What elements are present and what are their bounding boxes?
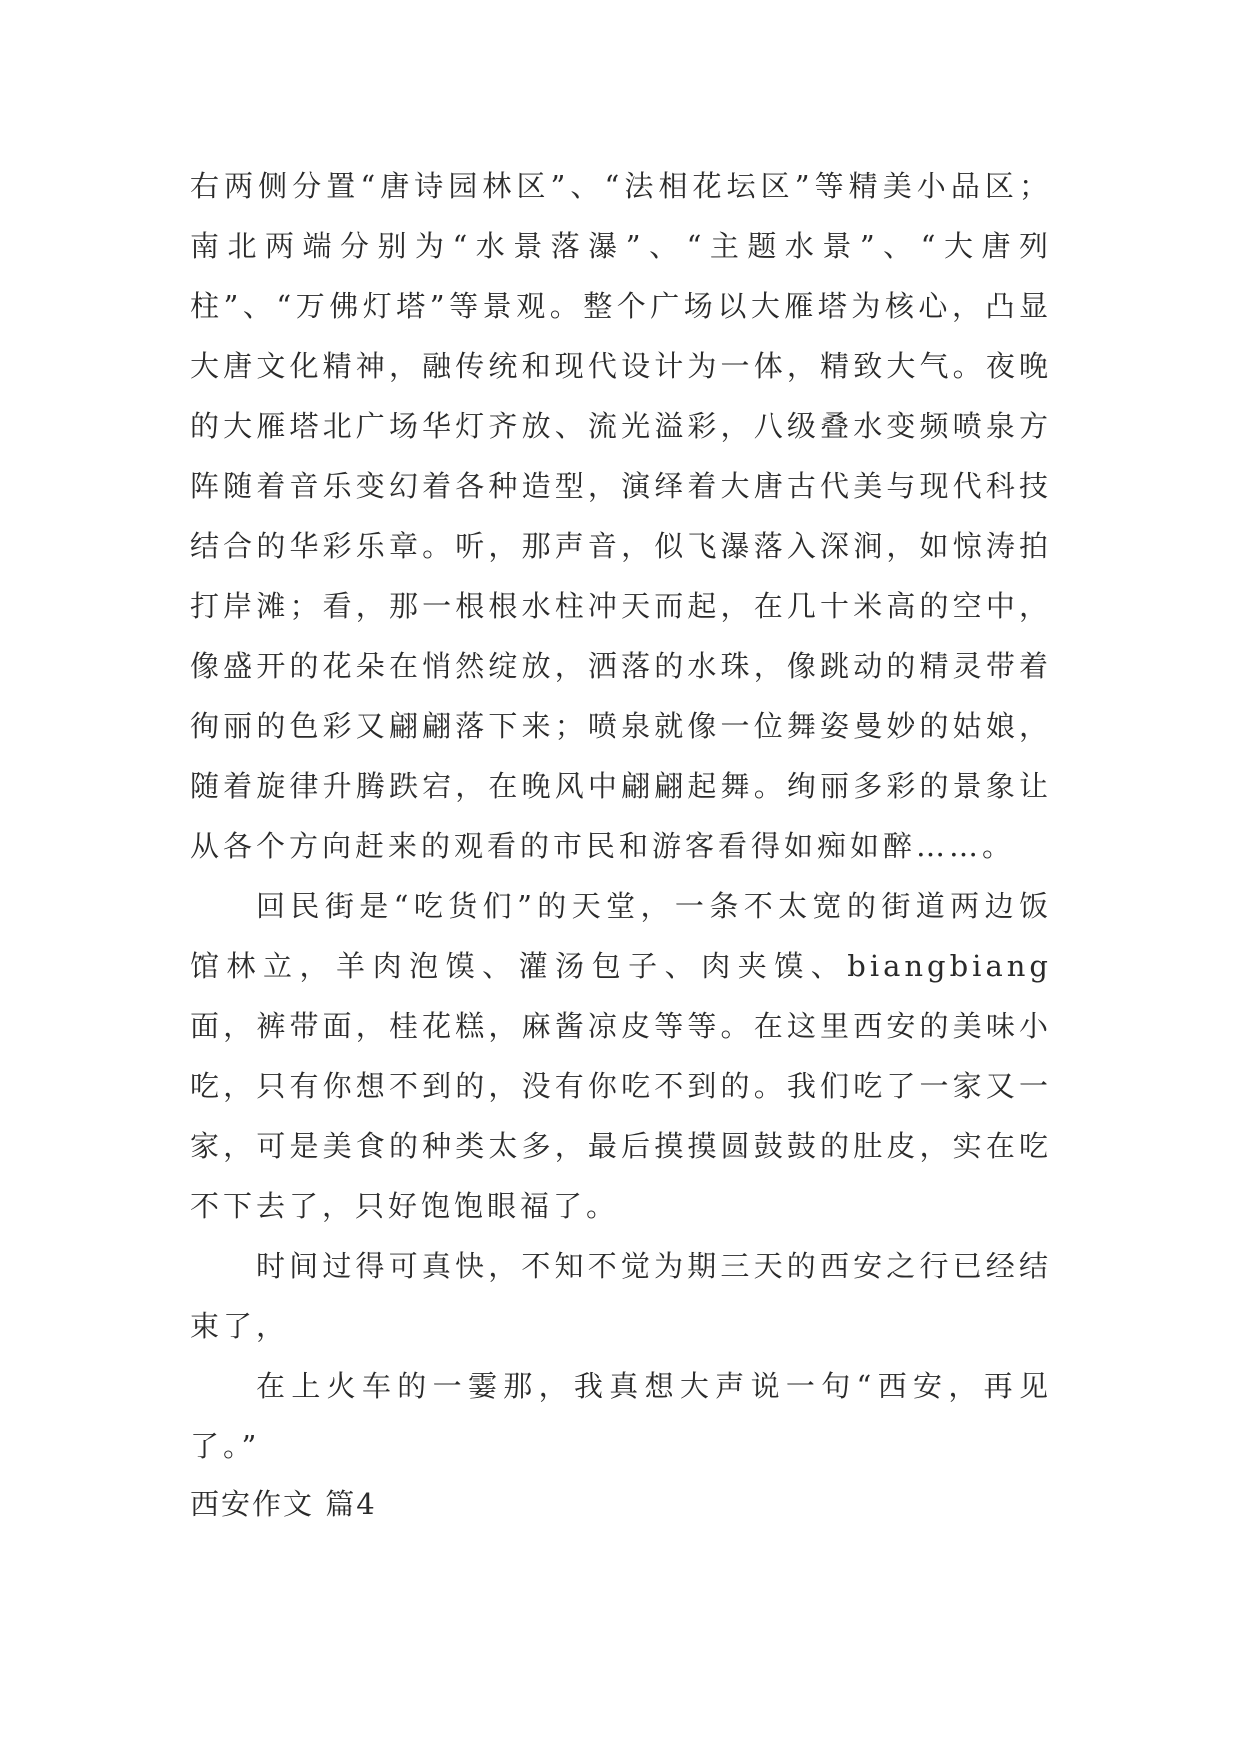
paragraph-trip-ending: 时间过得可真快，不知不觉为期三天的西安之行已经结束了， <box>190 1249 1052 1343</box>
paragraph-muslim-street: 回民街是“吃货们”的天堂，一条不太宽的街道两边饭馆林立，羊肉泡馍、灌汤包子、肉夹馍、biangbiang面，裤带面，桂花糕，麻酱凉皮等等。在这里西安的美味小吃，只有你想不到的，没有你吃不到的。我们吃了一家又一家，可是美食的种类太多，最后摸摸圆鼓鼓的肚皮，实在吃不下去了，只好饱饱眼福了。 <box>190 889 1052 1223</box>
section-heading: 西安作文 篇4 <box>190 1487 377 1521</box>
paragraph-fountain: 右两侧分置“唐诗园林区”、“法相花坛区”等精美小品区；南北两端分别为“水景落瀑”、“主题水景”、“大唐列柱”、“万佛灯塔”等景观。整个广场以大雁塔为核心，凸显大唐文化精神，融传统和现代设计为一体，精致大气。夜晚的大雁塔北广场华灯齐放、流光溢彩，八级叠水变频喷泉方阵随着音乐变幻着各种造型，演绎着大唐古代美与现代科技结合的华彩乐章。听，那声音，似飞瀑落入深涧，如惊涛拍打岸滩；看，那一根根水柱冲天而起，在几十米高的空中，像盛开的花朵在悄然绽放，洒落的水珠，像跳动的精灵带着徇丽的色彩又翩翩落下来；喷泉就像一位舞姿曼妙的姑娘，随着旋律升腾跌宕，在晚风中翩翩起舞。绚丽多彩的景象让从各个方向赶来的观看的市民和游客看得如痴如醉……。 <box>190 169 1052 863</box>
paragraph-farewell: 在上火车的一霎那，我真想大声说一句“西安，再见了。” <box>190 1369 1052 1463</box>
article-body <box>190 156 1052 1476</box>
